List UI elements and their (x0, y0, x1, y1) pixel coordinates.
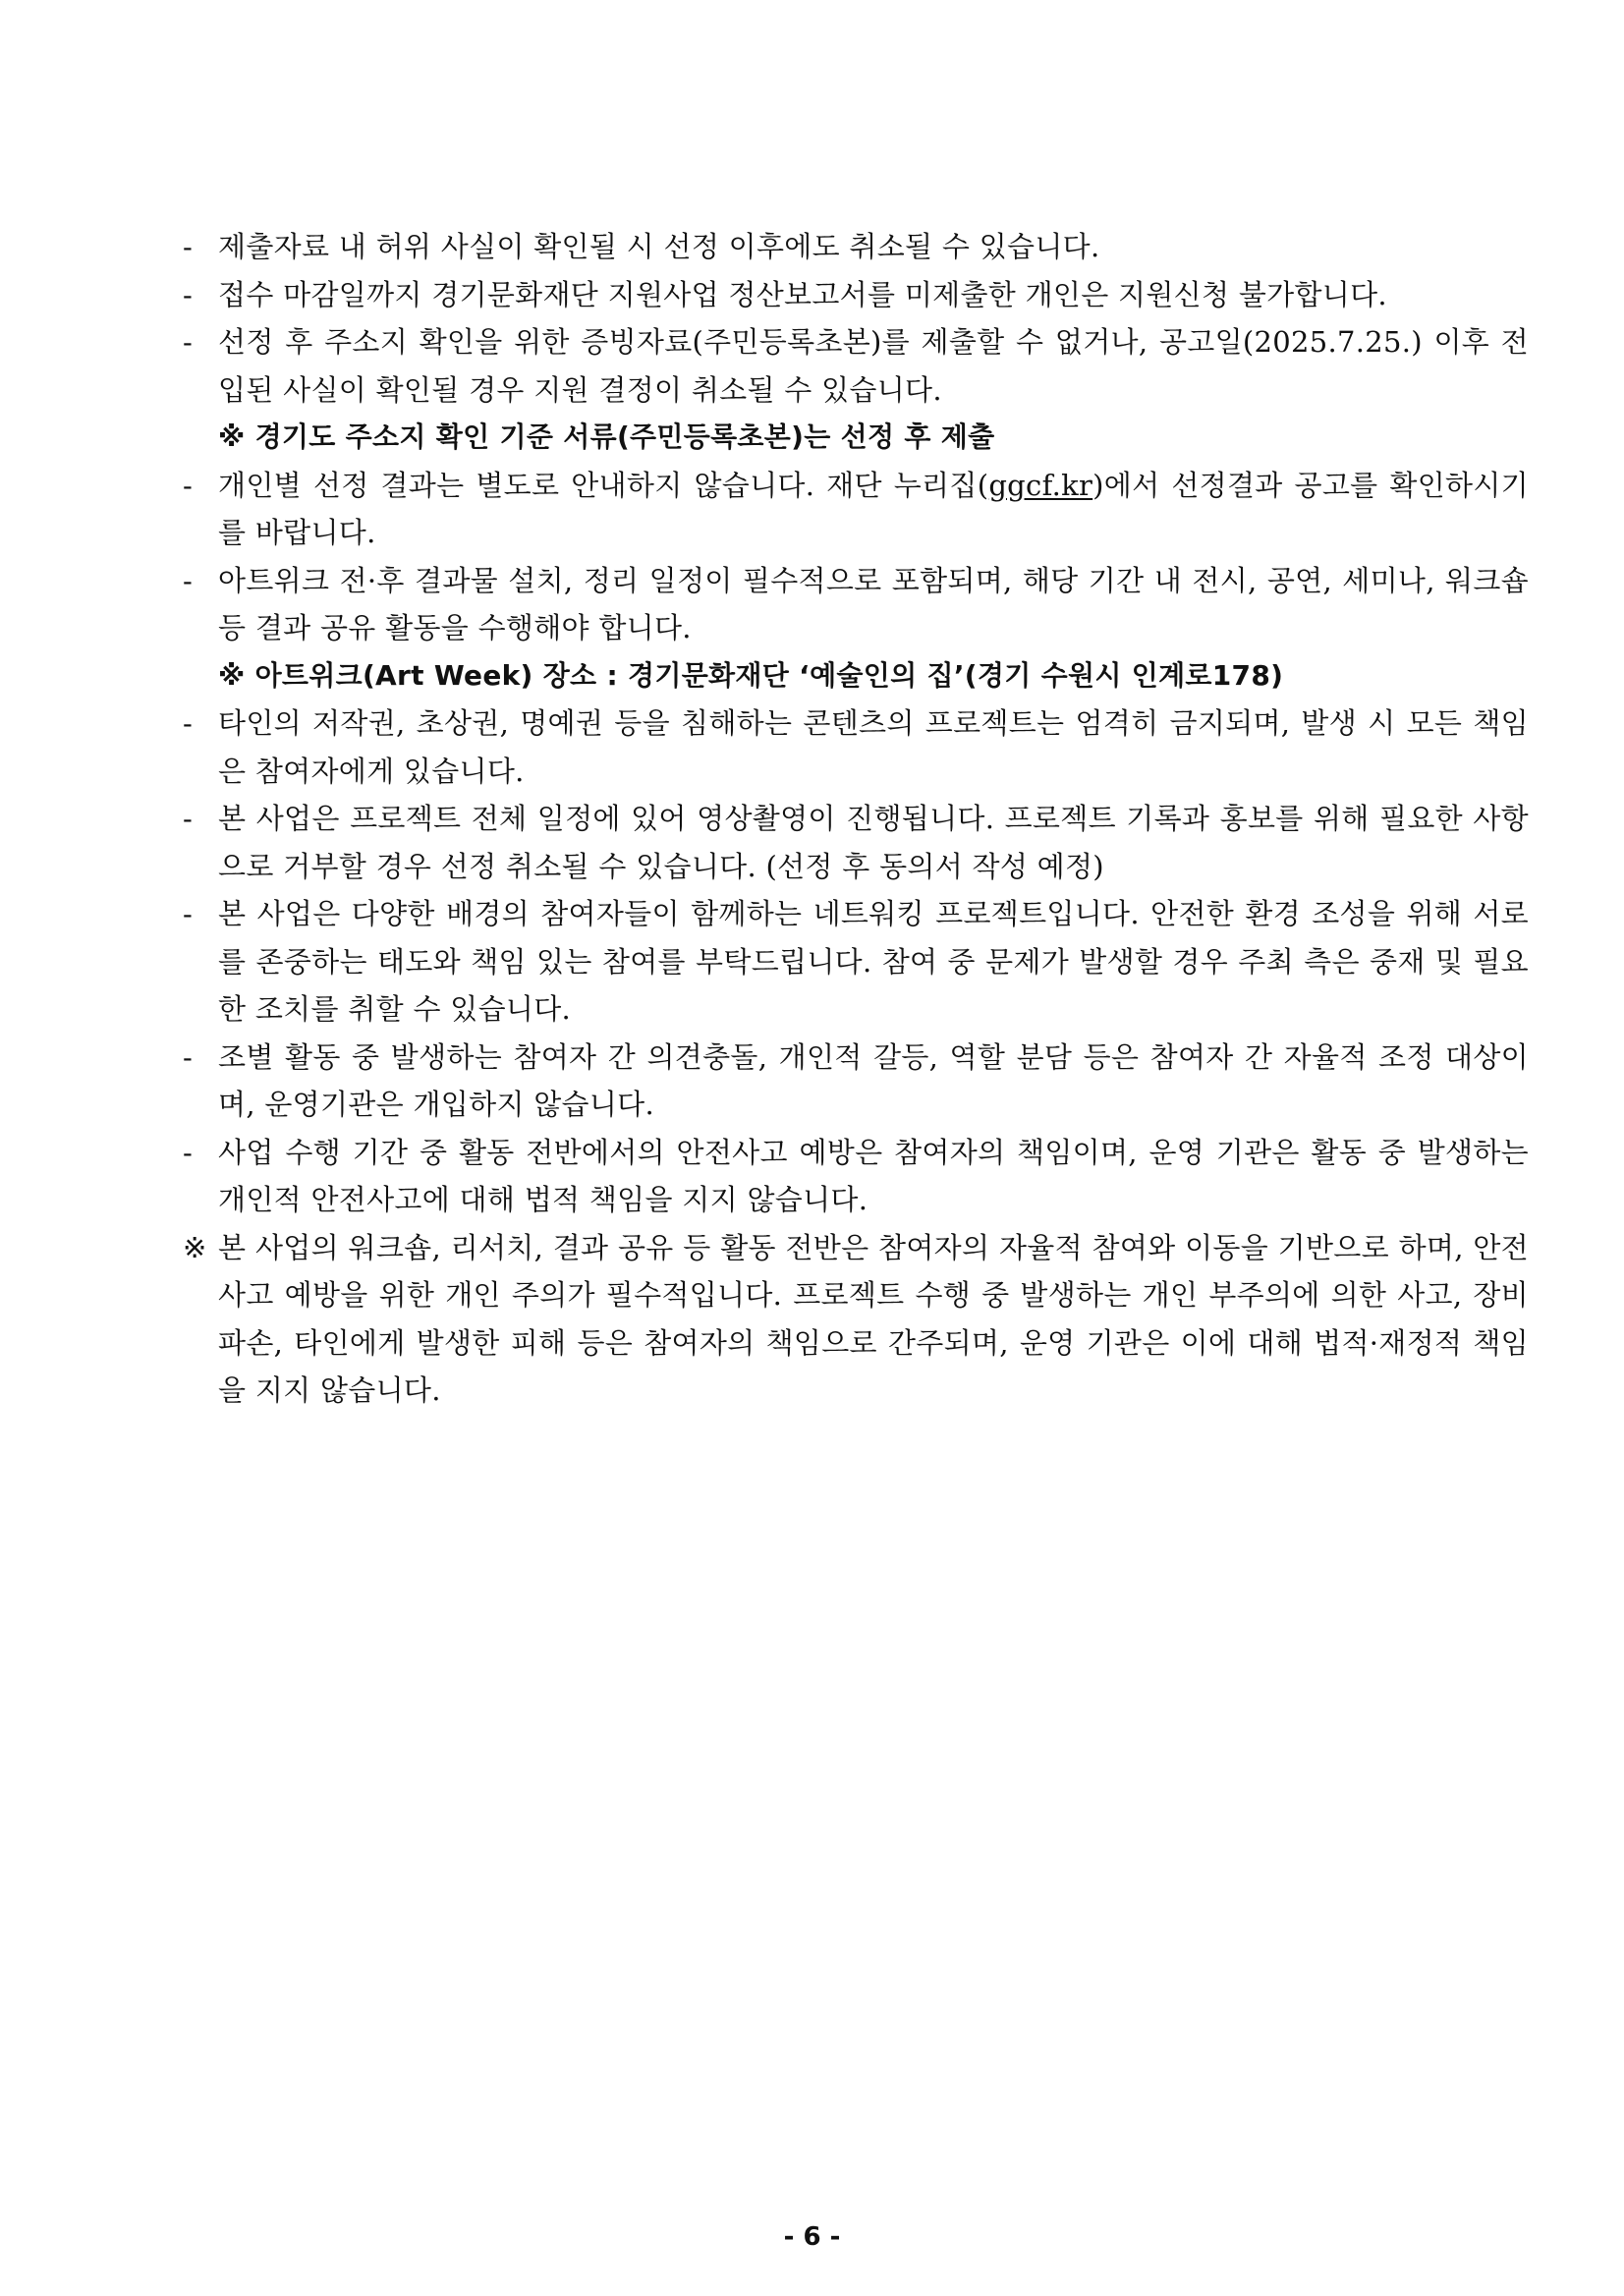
item-text: 타인의 저작권, 초상권, 명예권 등을 침해하는 콘텐츠의 프로젝트는 엄격히 금지되며, 발생 시 모든 책임은 참여자에게 있습니다. (218, 706, 1529, 788)
list-item (183, 462, 1529, 557)
item-text: 본 사업은 다양한 배경의 참여자들이 함께하는 네트워킹 프로젝트입니다. 안전한 환경 조성을 위해 서로를 존중하는 태도와 책임 있는 참여를 부탁드립니다. 참여 중 문제가 발생할 경우 주최 측은 중재 및 필요한 조치를 취할 수 있습니다. (218, 897, 1529, 1026)
item-text: 접수 마감일까지 경기문화재단 지원사업 정산보고서를 미제출한 개인은 지원신청 불가합니다. (218, 277, 1387, 311)
website-link[interactable]: ggcf.kr (988, 468, 1093, 502)
list-item (183, 271, 1529, 319)
item-text-after-link: )에서 선정결과 공고를 확인하시기를 바랍니다. (218, 468, 1529, 549)
item-text: 아트위크 전·후 결과물 설치, 정리 일정이 필수적으로 포함되며, 해당 기간 내 전시, 공연, 세미나, 워크숍 등 결과 공유 활동을 수행해야 합니다. (218, 563, 1529, 644)
dash-marker: - (183, 706, 194, 740)
item-text (218, 469, 1529, 550)
dash-marker: - (183, 230, 194, 263)
note-art-week-location: ※ 아트위크(Art Week) 장소 : 경기문화재단 ‘예술인의 집’(경기 수원시 인계로178) (218, 658, 1284, 692)
item-text: 본 사업은 프로젝트 전체 일정에 있어 영상촬영이 진행됩니다. 프로젝트 기록과 홍보를 위해 필요한 사항으로 거부할 경우 선정 취소될 수 있습니다. (선정 후 동의서 작성 예정) (218, 802, 1529, 883)
item-text: 제출자료 내 허위 사실이 확인될 시 선정 이후에도 취소될 수 있습니다. (218, 230, 1100, 263)
list-item (183, 318, 1529, 414)
list-item (183, 890, 1529, 1034)
dash-marker: - (183, 468, 194, 502)
note-address-document: ※ 경기도 주소지 확인 기준 서류(주민등록초본)는 선정 후 제출 (218, 420, 995, 453)
list-item (183, 223, 1529, 271)
page-number: - 6 - (783, 2222, 841, 2252)
dash-marker: - (183, 325, 194, 359)
reference-mark-marker: ※ (183, 1230, 207, 1264)
document-body (183, 223, 1529, 1415)
list-item (183, 557, 1529, 652)
list-item (183, 1129, 1529, 1224)
dash-marker: - (183, 1135, 194, 1169)
dash-marker: - (183, 563, 194, 597)
list-item (183, 1034, 1529, 1129)
list-item (183, 700, 1529, 795)
list-item (183, 795, 1529, 890)
item-text: 본 사업의 워크숍, 리서치, 결과 공유 등 활동 전반은 참여자의 자율적 참여와 이동을 기반으로 하며, 안전사고 예방을 위한 개인 주의가 필수적입니다. 프로젝트 수행 중 발생하는 개인 부주의에 의한 사고, 장비 파손, 타인에게 발생한 피해 등은 참여자의 책임으로 간주되며, 운영 기관은 이에 대해 법적·재정적 책임을 지지 않습니다. (218, 1230, 1529, 1407)
item-text: 조별 활동 중 발생하는 참여자 간 의견충돌, 개인적 갈등, 역할 분담 등은 참여자 간 자율적 조정 대상이며, 운영기관은 개입하지 않습니다. (218, 1039, 1529, 1121)
dash-marker: - (183, 277, 194, 311)
dash-marker: - (183, 897, 194, 930)
dash-marker: - (183, 802, 194, 835)
item-text-before-link: 개인별 선정 결과는 별도로 안내하지 않습니다. 재단 누리집( (218, 468, 989, 502)
dash-marker: - (183, 1039, 194, 1074)
item-text: 선정 후 주소지 확인을 위한 증빙자료(주민등록초본)를 제출할 수 없거나, 공고일(2025.7.25.) 이후 전입된 사실이 확인될 경우 지원 결정이 취소될 수 있습니다. (218, 325, 1529, 407)
item-text: 사업 수행 기간 중 활동 전반에서의 안전사고 예방은 참여자의 책임이며, 운영 기관은 활동 중 발생하는 개인적 안전사고에 대해 법적 책임을 지지 않습니다. (218, 1135, 1529, 1216)
list-item-note (183, 1224, 1529, 1415)
